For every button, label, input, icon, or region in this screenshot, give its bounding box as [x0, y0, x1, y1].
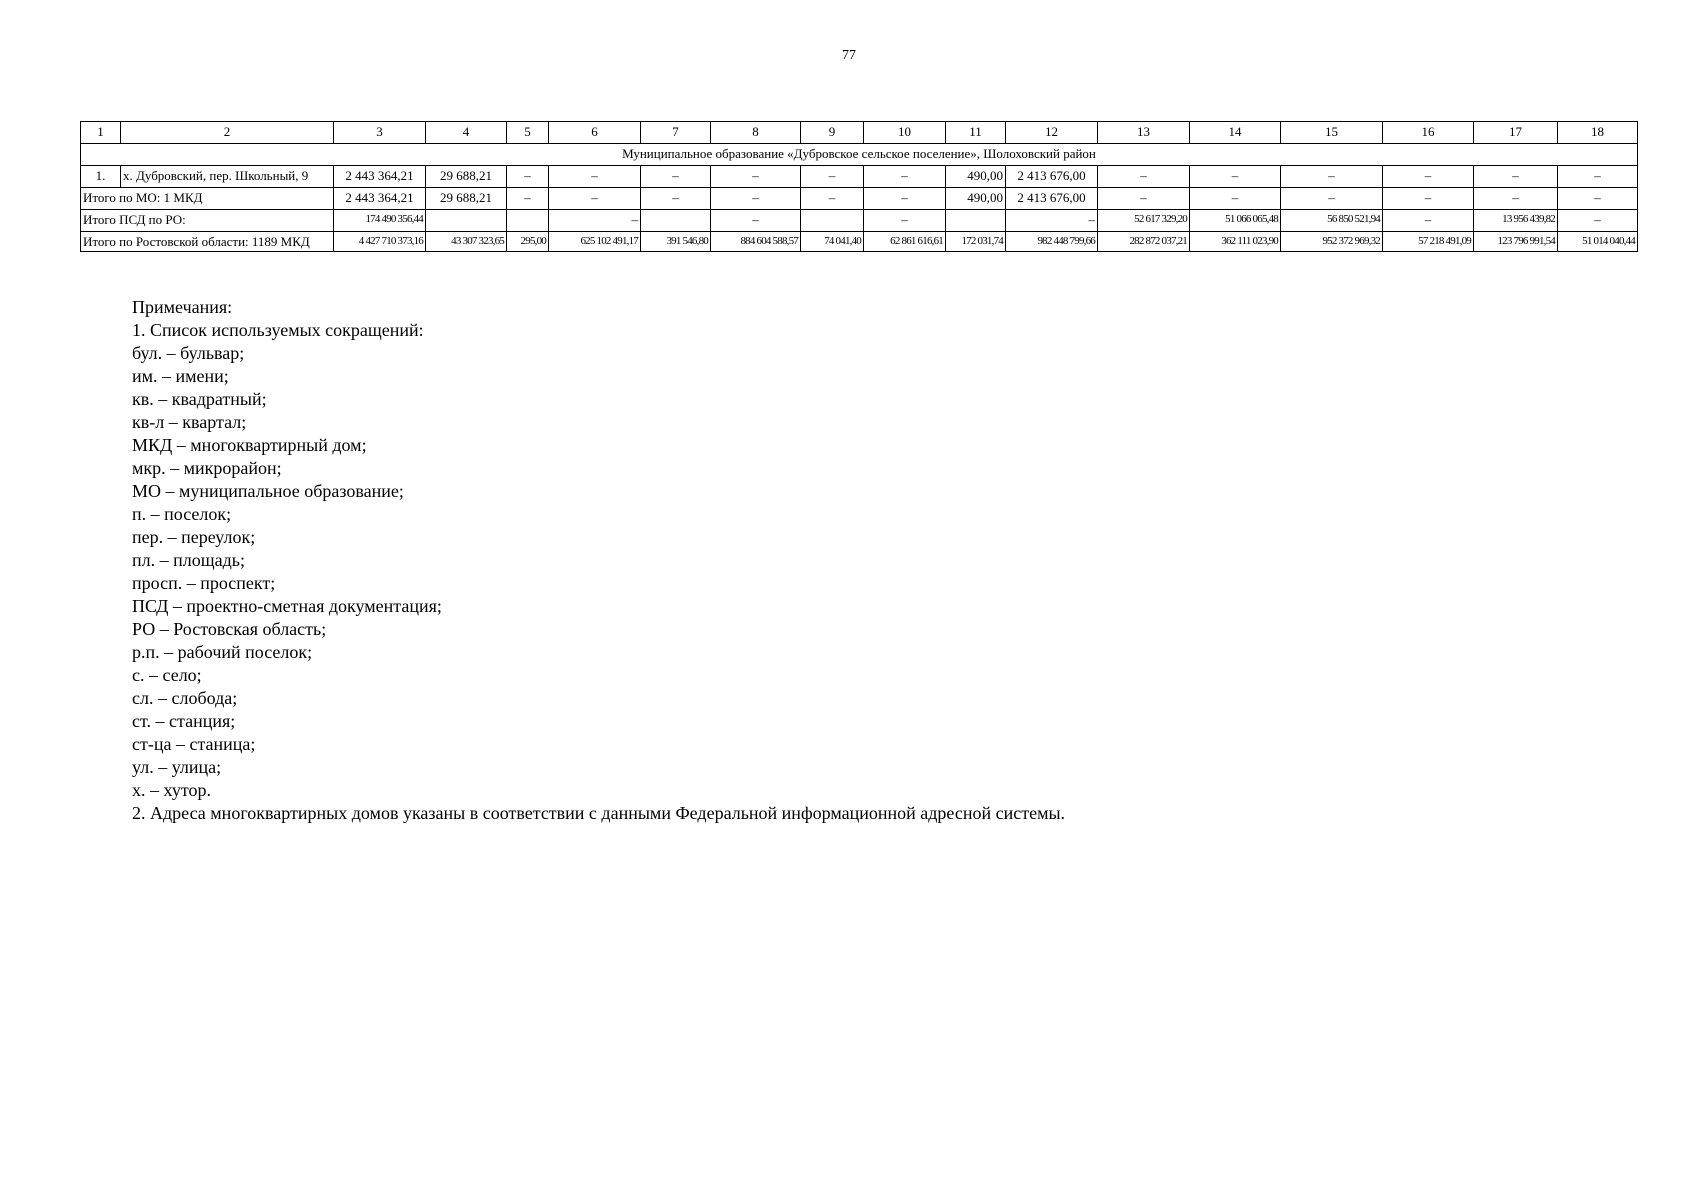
table-cell: 51 014 040,44 — [1558, 232, 1638, 252]
table-cell: 282 872 037,21 — [1098, 232, 1190, 252]
header-cell: 18 — [1558, 122, 1638, 144]
table-cell — [801, 210, 864, 232]
abbreviation-item: мкр. – микрорайон; — [132, 458, 282, 478]
table-cell: – — [864, 210, 946, 232]
table-cell: 29 688,21 — [426, 188, 507, 210]
table-row — [81, 210, 1638, 232]
table-cell: 490,00 — [946, 166, 1006, 188]
table-cell: 362 111 023,90 — [1190, 232, 1281, 252]
table-row — [81, 188, 1638, 210]
header-cell: 4 — [426, 122, 507, 144]
notes-item: 1. Список используемых сокращений: — [132, 320, 424, 340]
table-cell: – — [641, 166, 711, 188]
abbreviation-item: ст-ца – станица; — [132, 734, 256, 754]
table-cell: 123 796 991,54 — [1474, 232, 1558, 252]
table-cell: 391 546,80 — [641, 232, 711, 252]
table-cell: 625 102 491,17 — [549, 232, 641, 252]
section-row — [81, 144, 1638, 166]
table-cell: – — [1383, 188, 1474, 210]
table-cell: – — [549, 188, 641, 210]
row-label: Итого по МО: 1 МКД — [81, 188, 334, 210]
table-cell: 2 413 676,00 — [1006, 166, 1098, 188]
table-cell: 51 066 065,48 — [1190, 210, 1281, 232]
table-cell: – — [507, 166, 549, 188]
table-cell: 52 617 329,20 — [1098, 210, 1190, 232]
header-row — [81, 122, 1638, 144]
abbreviation-item: сл. – слобода; — [132, 688, 238, 708]
header-cell: 14 — [1190, 122, 1281, 144]
table-cell: – — [549, 210, 641, 232]
table-cell: – — [1474, 166, 1558, 188]
table-cell: – — [1474, 188, 1558, 210]
table-cell: – — [864, 188, 946, 210]
table-cell: 56 850 521,94 — [1281, 210, 1383, 232]
table-cell: – — [1098, 188, 1190, 210]
abbreviation-item: кв-л – квартал; — [132, 412, 247, 432]
table-cell: – — [1281, 188, 1383, 210]
abbreviation-item: р.п. – рабочий поселок; — [132, 642, 313, 662]
notes-block — [132, 296, 1065, 825]
header-cell: 1 — [81, 122, 121, 144]
header-cell: 7 — [641, 122, 711, 144]
table-cell: – — [641, 188, 711, 210]
table-cell: 43 307 323,65 — [426, 232, 507, 252]
abbreviation-item: с. – село; — [132, 665, 202, 685]
abbreviation-item: х. – хутор. — [132, 780, 211, 800]
header-cell: 17 — [1474, 122, 1558, 144]
section-title: Муниципальное образование «Дубровское сельское поселение», Шолоховский район — [81, 144, 1638, 166]
header-cell: 6 — [549, 122, 641, 144]
table-cell: 172 031,74 — [946, 232, 1006, 252]
header-cell: 3 — [334, 122, 426, 144]
table-cell: – — [507, 188, 549, 210]
page-number: 77 — [842, 48, 856, 63]
table-cell: – — [1383, 166, 1474, 188]
header-cell: 12 — [1006, 122, 1098, 144]
table-cell: 2 413 676,00 — [1006, 188, 1098, 210]
table-cell: – — [864, 166, 946, 188]
table-cell — [507, 210, 549, 232]
table-cell: 74 041,40 — [801, 232, 864, 252]
table-cell: – — [1558, 166, 1638, 188]
data-table — [80, 121, 1638, 252]
table-cell: – — [1190, 166, 1281, 188]
table-row — [81, 166, 1638, 188]
table-cell: 2 443 364,21 — [334, 166, 426, 188]
header-cell: 10 — [864, 122, 946, 144]
table-cell: 174 490 356,44 — [334, 210, 426, 232]
abbreviation-item: ПСД – проектно-сметная документация; — [132, 596, 442, 616]
header-cell: 15 — [1281, 122, 1383, 144]
table-cell: 295,00 — [507, 232, 549, 252]
table-row — [81, 232, 1638, 252]
table-cell — [946, 210, 1006, 232]
table-cell: – — [1006, 210, 1098, 232]
table-cell: – — [1558, 188, 1638, 210]
abbreviation-item: п. – поселок; — [132, 504, 232, 524]
table-cell: 2 443 364,21 — [334, 188, 426, 210]
table-cell: – — [801, 166, 864, 188]
address-cell: х. Дубровский, пер. Школьный, 9 — [121, 166, 334, 188]
abbreviation-item: им. – имени; — [132, 366, 229, 386]
row-label: Итого по Ростовской области: 1189 МКД — [81, 232, 334, 252]
abbreviation-item: пер. – переулок; — [132, 527, 256, 547]
abbreviation-item: МО – муниципальное образование; — [132, 481, 404, 501]
row-label: Итого ПСД по РО: — [81, 210, 334, 232]
abbreviation-item: МКД – многоквартирный дом; — [132, 435, 367, 455]
header-cell: 16 — [1383, 122, 1474, 144]
table-cell: – — [1281, 166, 1383, 188]
table-cell: 490,00 — [946, 188, 1006, 210]
table-cell: – — [711, 188, 801, 210]
header-cell: 9 — [801, 122, 864, 144]
table-cell: – — [549, 166, 641, 188]
table-cell — [641, 210, 711, 232]
table-cell: 13 956 439,82 — [1474, 210, 1558, 232]
table-cell: – — [1098, 166, 1190, 188]
table-cell: 952 372 969,32 — [1281, 232, 1383, 252]
abbreviation-item: ст. – станция; — [132, 711, 236, 731]
table-cell: 62 861 616,61 — [864, 232, 946, 252]
header-cell: 11 — [946, 122, 1006, 144]
table-cell: – — [1558, 210, 1638, 232]
abbreviation-item: кв. – квадратный; — [132, 389, 267, 409]
table-cell: – — [711, 210, 801, 232]
abbreviation-item: РО – Ростовская область; — [132, 619, 327, 639]
table-cell: 57 218 491,09 — [1383, 232, 1474, 252]
header-cell: 13 — [1098, 122, 1190, 144]
notes-item: 2. Адреса многоквартирных домов указаны в соответствии с данными Федеральной информационной адресной системы. — [132, 803, 1066, 823]
abbreviation-item: просп. – проспект; — [132, 573, 276, 593]
abbreviation-item: ул. – улица; — [132, 757, 222, 777]
table-cell: 4 427 710 373,16 — [334, 232, 426, 252]
table-cell: – — [1190, 188, 1281, 210]
table-cell: 982 448 799,66 — [1006, 232, 1098, 252]
abbreviation-item: пл. – площадь; — [132, 550, 245, 570]
table-cell: – — [711, 166, 801, 188]
table-cell: – — [801, 188, 864, 210]
table-cell: 884 604 588,57 — [711, 232, 801, 252]
header-cell: 2 — [121, 122, 334, 144]
abbreviation-item: бул. – бульвар; — [132, 343, 245, 363]
row-number: 1. — [81, 166, 121, 188]
table-cell: 29 688,21 — [426, 166, 507, 188]
table-cell: – — [1383, 210, 1474, 232]
header-cell: 8 — [711, 122, 801, 144]
table-cell — [426, 210, 507, 232]
notes-heading: Примечания: — [132, 297, 233, 317]
header-cell: 5 — [507, 122, 549, 144]
